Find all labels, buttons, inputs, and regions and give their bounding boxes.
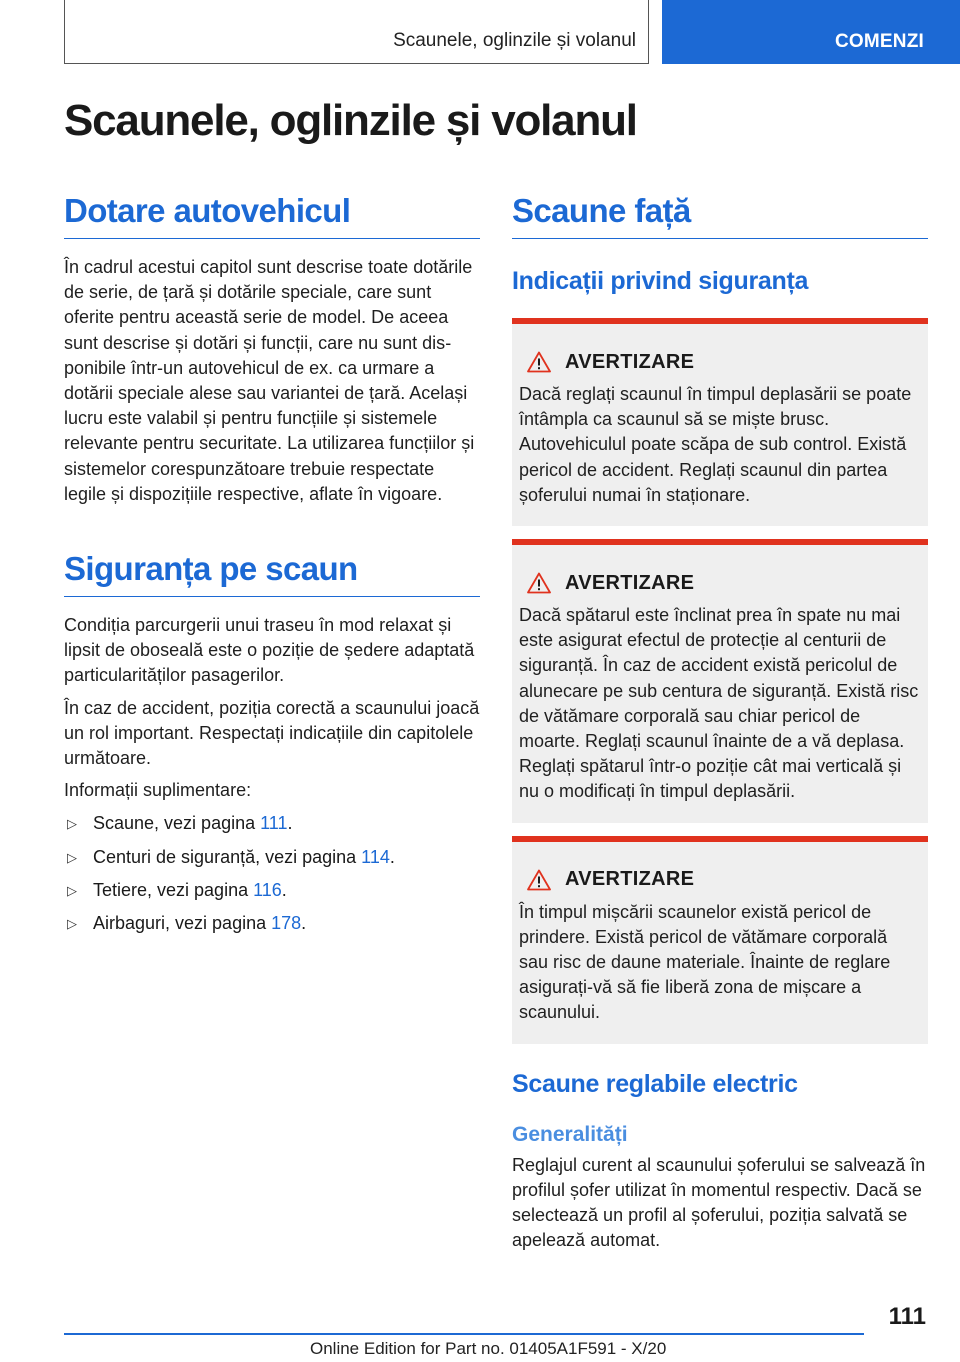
triangle-right-icon: ▷ xyxy=(67,916,77,932)
warning-text: Dacă spătarul este înclinat prea în spate nu mai este asigurat efectul de protecție al centurii de siguranță. În caz de accident există pericolul de alunecare pe sub centura de siguranță. Există risc de vătămare corporală sau chiar pericol de moarte. Reglați scaunul înainte de a vă deplasa. Reglați spătarul într-o poziție cât mai verticală și nu o modificați în timpul deplasării. xyxy=(519,605,919,802)
warning-triangle-icon xyxy=(527,351,551,373)
triangle-right-icon: ▷ xyxy=(67,882,77,898)
heading-scaune-reglabile-electric: Scaune reglabile electric xyxy=(512,1069,798,1098)
list-item-end: . xyxy=(389,846,395,867)
heading-siguranta-pe-scaun: Siguranța pe scaun xyxy=(64,544,480,597)
list-item-text: Scaune, vezi pagina xyxy=(93,813,261,834)
page-link-114[interactable]: 114 xyxy=(361,846,390,867)
warning-box xyxy=(512,539,928,823)
warning-triangle-icon xyxy=(527,869,551,891)
warning-box xyxy=(512,318,928,526)
paragraph-siguranta-2: În caz de accident, poziția corectă a scaunului joacă un rol important. Respectați indicațiile din capitolele următoare. xyxy=(64,697,480,769)
list-item-end: . xyxy=(281,879,287,900)
triangle-right-icon: ▷ xyxy=(67,816,77,832)
heading-dotare-autovehicul: Dotare autovehicul xyxy=(64,186,480,239)
warning-label: AVERTIZARE xyxy=(565,868,695,891)
warning-text: În timpul mișcării scaunelor există pericol de prindere. Există pericol de vătămare corporală sau risc de daune materiale. Înainte de reglare asigurați-vă să fie liberă zona de mișcare a scaunului. xyxy=(519,901,891,1023)
list-item xyxy=(64,911,480,936)
footer-edition: Online Edition for Part no. 01405A1F591 - X/20 xyxy=(310,1339,667,1358)
info-list xyxy=(64,811,480,936)
list-item-text: Centuri de siguranță, vezi pagina xyxy=(93,846,362,867)
paragraph-dotare: În cadrul acestui capitol sunt descrise toate dotările de serie, de țară și dotările speciale, care sunt oferite pentru această serie de model. De aceea sunt descrise și dotări și funcții, care nu sunt disponibile într-un autovehicul de ex. ca urmare a dotării speciale alese sau variantei de țară. Același lucru este valabil și pentru funcțiile și sistemele relevante pentru securitate. La utilizarea funcțiilor și sistemelor corespunzătoare trebuie respectate legile și dispozițiile respective, aflate în vigoare. xyxy=(64,257,475,504)
warning-triangle-icon xyxy=(527,572,551,594)
footer-divider xyxy=(64,1333,864,1335)
chapter-tab-label: COMENZI xyxy=(834,31,924,52)
heading-indicatii-siguranta: Indicații privind siguranța xyxy=(512,267,809,295)
heading-generalitati: Generalități xyxy=(512,1122,628,1146)
page-link-178[interactable]: 178 xyxy=(271,913,302,934)
page-link-111[interactable]: 111 xyxy=(260,813,288,834)
warning-label: AVERTIZARE xyxy=(565,571,695,594)
page-link-116[interactable]: 116 xyxy=(253,879,282,900)
triangle-right-icon: ▷ xyxy=(67,849,77,865)
warning-label: AVERTIZARE xyxy=(565,350,695,373)
warning-box xyxy=(512,836,928,1044)
right-column xyxy=(512,186,928,1253)
warning-text: Dacă reglați scaunul în timpul deplasării se poate întâmpla ca scaunul să se miște brusc. Autovehiculul poate scăpa de sub control. Există pericol de accident. Reglați scaunul din partea șoferului numai în staționare. xyxy=(519,384,912,505)
header-section-title: Scaunele, oglinzile și volanul xyxy=(393,30,636,51)
list-item-end: . xyxy=(287,813,293,834)
list-item-text: Tetiere, vezi pagina xyxy=(93,879,254,900)
paragraph-siguranta-3: Informații suplimentare: xyxy=(64,780,252,801)
list-item-text: Airbaguri, vezi pagina xyxy=(93,913,272,934)
list-item xyxy=(64,878,480,903)
list-item xyxy=(64,845,480,870)
list-item-end: . xyxy=(301,913,307,934)
heading-scaune-fata: Scaune față xyxy=(512,186,928,239)
left-column xyxy=(64,186,480,944)
page-title: Scaunele, oglinzile și volanul xyxy=(64,96,637,145)
header-section-box xyxy=(64,0,649,64)
paragraph-generalitati: Reglajul curent al scaunului șoferului se salvează în profilul șofer utilizat în momentul respectiv. Dacă se selectează un profil al șoferului, poziția salvată se apelează automat. xyxy=(512,1154,926,1251)
page-number: 111 xyxy=(888,1303,926,1330)
paragraph-siguranta-1: Condiția parcurgerii unui traseu în mod relaxat și lipsit de oboseală este o poziție de ședere adaptată particularităților pasagerilor. xyxy=(64,615,475,686)
list-item xyxy=(64,811,480,836)
chapter-tab[interactable] xyxy=(662,0,960,64)
